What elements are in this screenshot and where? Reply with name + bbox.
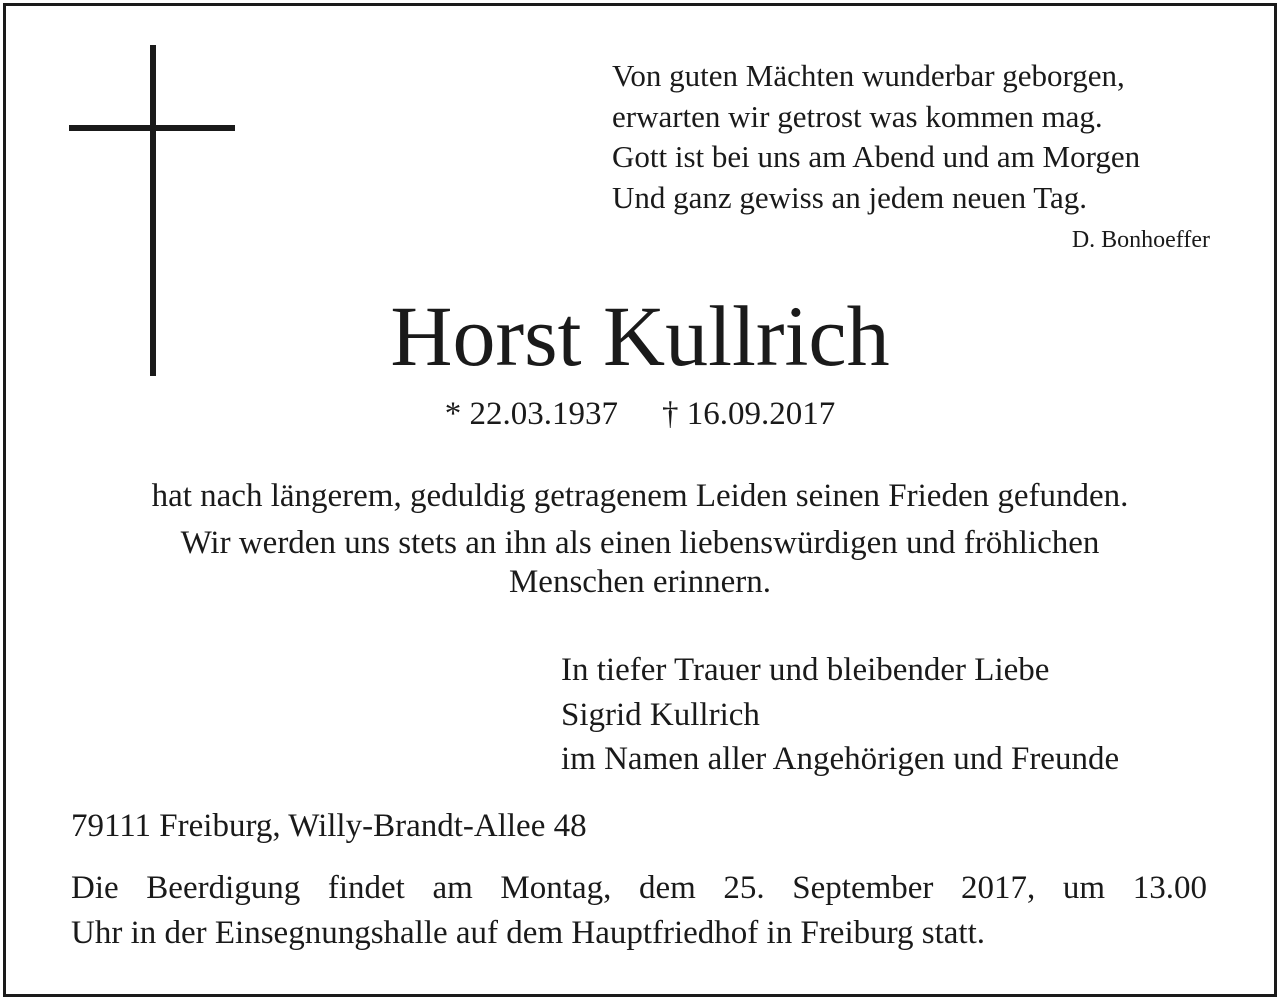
poem-line: Von guten Mächten wunderbar geborgen, bbox=[612, 58, 1125, 93]
life-dates bbox=[0, 396, 1280, 433]
death-date: † 16.09.2017 bbox=[662, 396, 836, 432]
poem-line: erwarten wir getrost was kommen mag. bbox=[612, 98, 1103, 134]
birth-date: * 22.03.1937 bbox=[444, 396, 618, 432]
poem-line: Gott ist bei uns am Abend und am Morgen bbox=[612, 139, 1141, 174]
mourners-signature bbox=[561, 648, 1119, 782]
signature-line: Sigrid Kullrich bbox=[561, 696, 760, 733]
poem bbox=[612, 56, 1232, 218]
address: 79111 Freiburg, Willy-Brandt-Allee 48 bbox=[71, 808, 587, 844]
funeral-line: Uhr in der Einsegnungshalle auf dem Hauptfriedhof in Freiburg statt. bbox=[71, 915, 986, 951]
message-line: Menschen erinnern. bbox=[508, 564, 772, 600]
funeral-notice bbox=[71, 866, 1207, 956]
poem-author: D. Bonhoeffer bbox=[1071, 227, 1210, 253]
signature-line: In tiefer Trauer und bleibender Liebe bbox=[561, 652, 1050, 688]
deceased-name: Horst Kullrich bbox=[390, 288, 890, 384]
cross-horizontal-bar bbox=[69, 125, 235, 131]
signature-line: im Namen aller Angehörigen und Freunde bbox=[561, 741, 1120, 777]
message-line: hat nach längerem, geduldig getragenem Leiden seinen Frieden gefunden. bbox=[151, 478, 1129, 514]
poem-line: Und ganz gewiss an jedem neuen Tag. bbox=[612, 179, 1088, 215]
obituary-message bbox=[0, 473, 1280, 606]
message-line: Wir werden uns stets an ihn als einen liebenswürdigen und fröhlichen bbox=[180, 525, 1100, 561]
funeral-line: Die Beerdigung findet am Montag, dem 25. September 2017, um 13.00 bbox=[71, 870, 1207, 906]
